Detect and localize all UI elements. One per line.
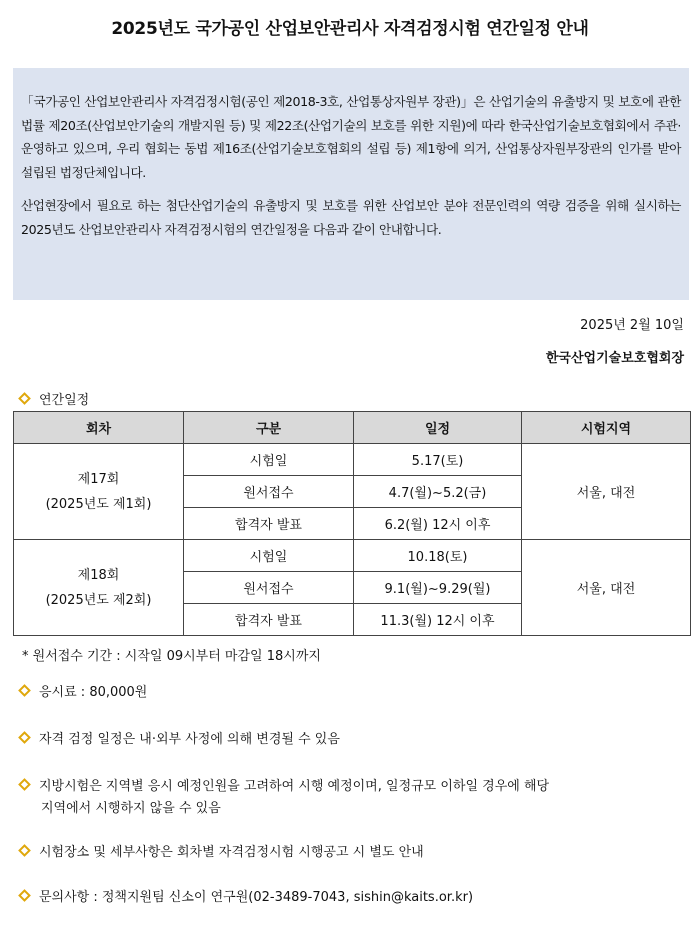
note-fee [20,682,680,704]
note-regional-text-2: 지역에서 시행하지 않을 수 있음 [41,801,221,816]
header-round: 회차 [14,412,184,444]
date-cell: 9.1(월)~9.29(월) [354,572,522,604]
signer: 한국산업기술보호협회장 [545,351,684,366]
date-cell: 5.17(토) [354,444,522,476]
diamond-bullet-icon [18,392,31,405]
note-change-text: 자격 검정 일정은 내·외부 사정에 의해 변경될 수 있음 [39,732,340,747]
intro-paragraph-1: 「국가공인 산업보안관리사 자격검정시험(공인 제2018-3호, 산업통상자원부 장관)」은 산업기술의 유출방지 및 보호에 관한 법률 제20조(산업보안기술의 개발지원 등) 및 제22조(산업기술의 보호를 위한 지원)에 따라 한국산업기술보호협회에서 주관·운영하고 있으며, 우리 협회는 동법 제16조(산업기술보호협회의 설립 등) 제1항에 의거, 산업통상자원부장관의 인가를 받아 설립된 법정단체입니다. [21,94,681,180]
table-row [14,540,691,572]
header-region: 시험지역 [522,412,691,444]
table-row [14,444,691,476]
round-cell [14,540,184,636]
diamond-bullet-icon [18,731,31,744]
header-date: 일정 [354,412,522,444]
schedule-table [13,411,691,636]
date-cell: 4.7(월)~5.2(금) [354,476,522,508]
type-cell: 시험일 [184,540,354,572]
note-contact-text: 문의사항 : 정책지원팀 신소이 연구원(02-3489-7043, sishin@kaits.or.kr) [39,890,474,905]
date-cell: 6.2(월) 12시 이후 [354,508,522,540]
notice-date: 2025년 2월 10일 [580,318,684,333]
round-name: 제18회 [77,567,120,583]
note-contact [20,887,680,909]
type-cell: 원서접수 [184,572,354,604]
note-venue-text: 시험장소 및 세부사항은 회차별 자격검정시험 시행공고 시 별도 안내 [39,845,424,860]
date-cell: 10.18(토) [354,540,522,572]
note-regional [20,776,680,820]
diamond-bullet-icon [18,844,31,857]
schedule-label-text: 연간일정 [39,393,90,408]
type-cell: 시험일 [184,444,354,476]
schedule-label [20,389,89,408]
application-footnote: * 원서접수 기간 : 시작일 09시부터 마감일 18시까지 [22,649,321,664]
note-venue [20,842,680,864]
type-cell: 합격자 발표 [184,508,354,540]
note-fee-text: 응시료 : 80,000원 [39,685,148,700]
round-name: 제17회 [77,471,120,487]
diamond-bullet-icon [18,778,31,791]
date-cell: 11.3(월) 12시 이후 [354,604,522,636]
diamond-bullet-icon [18,684,31,697]
intro-paragraph-2: 산업현장에서 필요로 하는 첨단산업기술의 유출방지 및 보호를 위한 산업보안 분야 전문인력의 역량 검증을 위해 실시하는 2025년도 산업보안관리사 자격검정시험의 연간일정을 다음과 같이 안내합니다. [21,198,681,237]
page-title: 2025년도 국가공인 산업보안관리사 자격검정시험 연간일정 안내 [111,19,589,39]
diamond-bullet-icon [18,889,31,902]
table-header-row [14,412,691,444]
note-regional-text-1: 지방시험은 지역별 응시 예정인원을 고려하여 시행 예정이며, 일정규모 이하일 경우에 해당 [39,779,550,794]
round-sub: (2025년도 제1회) [45,496,152,512]
region-cell: 서울, 대전 [522,540,691,636]
round-cell [14,444,184,540]
round-sub: (2025년도 제2회) [45,592,152,608]
note-change [20,729,680,751]
intro-box [13,68,689,300]
type-cell: 원서접수 [184,476,354,508]
header-type: 구분 [184,412,354,444]
type-cell: 합격자 발표 [184,604,354,636]
region-cell: 서울, 대전 [522,444,691,540]
